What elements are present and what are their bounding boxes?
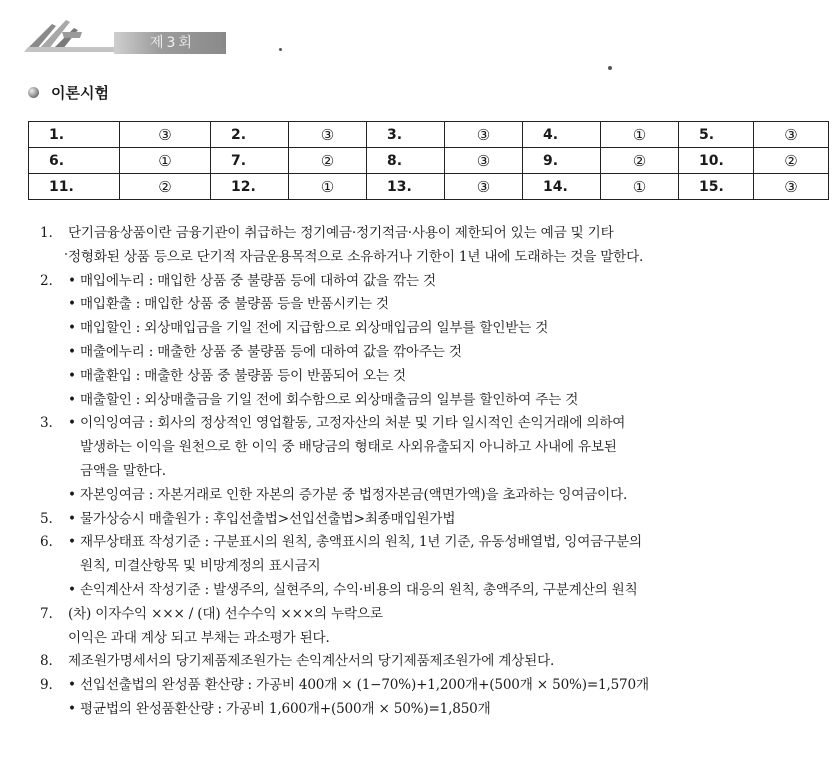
explanation-line: 단기금융상품이란 금융기관이 취급하는 정기예금·정기적금·사용이 제한되어 있는 예금 및 기타	[68, 225, 614, 241]
answer-choice: ①	[601, 122, 679, 148]
question-number: 7.	[211, 148, 289, 174]
bullet-line: • 이익잉여금 : 회사의 정상적인 영업활동, 고정자산의 처분 및 기타 일시적인 손익거래에 의하여	[68, 412, 820, 436]
item-number: 9.	[40, 677, 53, 694]
section-heading	[28, 82, 109, 103]
answer-choice: ③	[445, 174, 523, 200]
bullet-line: • 매입할인 : 외상매입금을 기일 전에 지급함으로 외상매입금의 일부를 할인받는 것	[68, 317, 820, 341]
explanations	[40, 222, 820, 722]
bullet-line: • 선입선출법의 완성품 환산량 : 가공비 400개 × (1−70%)+1,200개+(500개 × 50%)=1,570개	[68, 674, 820, 698]
question-number: 5.	[679, 122, 754, 148]
bullet-line: • 매입환출 : 매입한 상품 중 불량품 등을 반품시키는 것	[68, 293, 820, 317]
question-number: 2.	[211, 122, 289, 148]
question-number: 13.	[367, 174, 445, 200]
bullet-line: • 재무상태표 작성기준 : 구분표시의 원칙, 총액표시의 원칙, 1년 기준, 유동성배열법, 잉여금구분의	[68, 531, 820, 555]
question-number: 6.	[29, 148, 120, 174]
bullet-line: • 매출에누리 : 매출한 상품 중 불량품 등에 대하여 값을 깎아주는 것	[68, 341, 820, 365]
explanation-line: 정형화된 상품 등으로 단기적 자금운용목적으로 소유하거나 기한이 1년 내에 도래하는 것을 말한다.	[68, 248, 644, 265]
bullet-line: • 매출환입 : 매출한 상품 중 불량품 등이 반품되어 오는 것	[68, 365, 820, 389]
bullet-line: • 매입에누리 : 매입한 상품 중 불량품 등에 대하여 값을 깎는 것	[68, 270, 820, 294]
answer-choice: ③	[289, 122, 367, 148]
question-number: 4.	[523, 122, 601, 148]
item-number: 7.	[40, 605, 53, 622]
bullet-line: • 평균법의 완성품환산량 : 가공비 1,600개+(500개 × 50%)=1,850개	[68, 698, 820, 722]
table-row	[29, 122, 829, 148]
answer-choice: ①	[289, 174, 367, 200]
question-number: 3.	[367, 122, 445, 148]
question-number: 8.	[367, 148, 445, 174]
explanation-line: (차) 이자수익 ××× / (대) 선수수익 ×××의 누락으로	[68, 605, 383, 622]
bullet-continuation: 발생하는 이익을 원천으로 한 이익 중 배당금의 형태로 사외유출되지 아니하고 사내에 유보된	[80, 439, 617, 456]
explanation-line: 이익은 과대 계상 되고 부채는 과소평가 된다.	[68, 629, 330, 646]
table-row	[29, 174, 829, 200]
answer-choice: ①	[120, 148, 211, 174]
answer-choice: ②	[120, 174, 211, 200]
answer-choice: ③	[445, 122, 523, 148]
answer-choice: ③	[445, 148, 523, 174]
answer-table	[28, 121, 829, 200]
item-number: 6.	[40, 534, 53, 551]
item-number: 2.	[40, 272, 53, 289]
question-number: 9.	[523, 148, 601, 174]
question-number: 15.	[679, 174, 754, 200]
answer-choice: ①	[601, 174, 679, 200]
bullet-line: • 물가상승시 매출원가 : 후입선출법>선입선출법>최종매입원가법	[68, 508, 820, 532]
round-header	[22, 14, 222, 54]
bullet-line: • 매출할인 : 외상매출금을 기일 전에 회수함으로 외상매출금의 일부를 할인하여 주는 것	[68, 389, 820, 413]
speck	[608, 66, 612, 70]
explanation-7	[40, 603, 820, 651]
section-title: 이론시험	[51, 84, 109, 102]
speck	[279, 48, 282, 51]
answer-choice: ②	[754, 148, 829, 174]
answer-choice: ②	[601, 148, 679, 174]
answer-choice: ②	[289, 148, 367, 174]
answer-choice: ③	[120, 122, 211, 148]
answer-choice: ③	[754, 174, 829, 200]
item-number: 1.	[40, 225, 53, 241]
explanation-8	[40, 650, 820, 674]
explanation-5	[40, 508, 820, 532]
question-number: 1.	[29, 122, 120, 148]
question-number: 10.	[679, 148, 754, 174]
question-number: 11.	[29, 174, 120, 200]
bullet-continuation: 금액을 말한다.	[80, 462, 166, 479]
item-number: 8.	[40, 653, 53, 670]
bullet-line: • 손익계산서 작성기준 : 발생주의, 실현주의, 수익·비용의 대응의 원칙, 총액주의, 구분계산의 원칙	[68, 579, 820, 603]
question-number: 14.	[523, 174, 601, 200]
round-badge: 제3회	[114, 32, 226, 54]
explanation-line: 제조원가명세서의 당기제품제조원가는 손익계산서의 당기제품제조원가에 계상된다.	[68, 653, 555, 670]
explanation-1	[40, 222, 820, 270]
explanation-9	[40, 674, 820, 722]
item-number: 5.	[40, 510, 53, 527]
bullet-ball-icon	[28, 87, 39, 98]
explanation-6	[40, 531, 820, 602]
answer-choice: ③	[754, 122, 829, 148]
question-number: 12.	[211, 174, 289, 200]
item-number: 3.	[40, 415, 53, 432]
table-row	[29, 148, 829, 174]
explanation-3	[40, 412, 820, 507]
explanation-2	[40, 270, 820, 413]
bullet-continuation: 원칙, 미결산항목 및 비망계정의 표시금지	[80, 558, 321, 575]
bullet-line: • 자본잉여금 : 자본거래로 인한 자본의 증가분 중 법정자본금(액면가액)을 초과하는 잉여금이다.	[68, 484, 820, 508]
